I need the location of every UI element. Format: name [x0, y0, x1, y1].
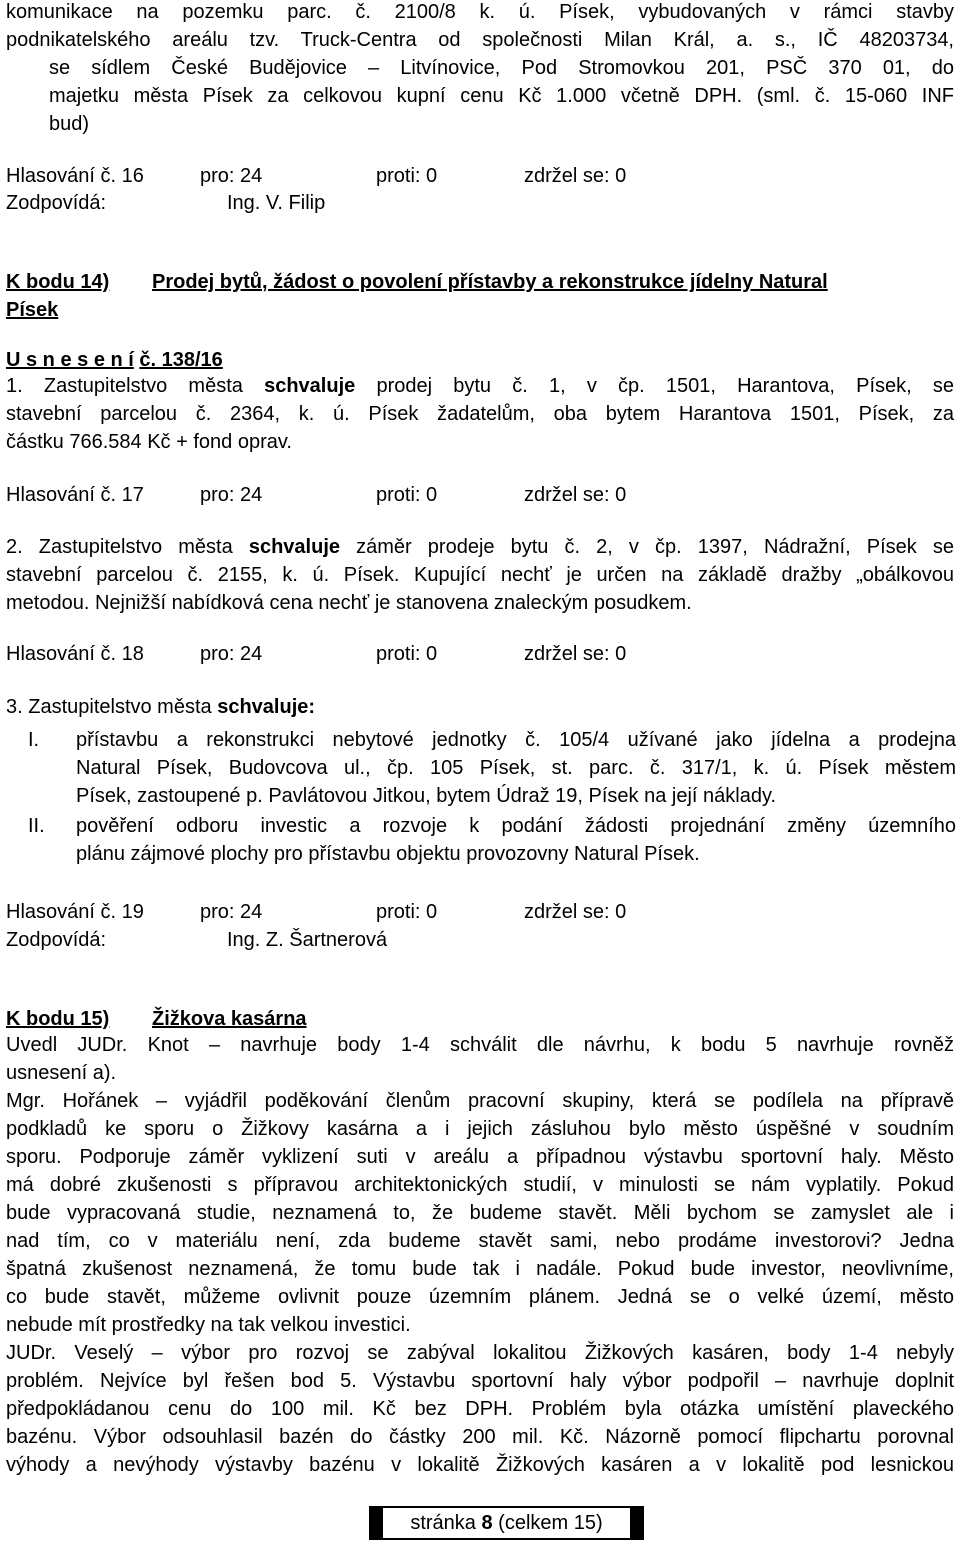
point-line: částku 766.584 Kč + fond oprav.: [6, 431, 292, 453]
intro-line: majetku města Písek za celkovou kupní cenu Kč 1.000 včetně DPH. (sml. č. 15-060 INF: [49, 85, 954, 107]
discussion-body: [6, 1031, 954, 1479]
body-line: usnesení a).: [6, 1062, 117, 1084]
point-line: stavební parcelou č. 2364, k. ú. Písek žadatelům, oba bytem Harantova 1501, Písek, za: [6, 403, 954, 425]
body-line: výhody a nevýhody výstavby bazénu v lokalitě Žižkových kasáren a v lokalitě pod lesnickou: [6, 1454, 954, 1476]
point-line: [6, 372, 954, 400]
roman-number: I.: [28, 729, 40, 751]
vote-proti: proti: 0: [376, 484, 438, 506]
point-text: prodej bytu č. 1, v čp. 1501, Harantova, Písek, se: [376, 375, 954, 397]
item-title-continued: Písek: [6, 299, 59, 321]
body-line: bude vypracovaná studie, neznamená to, že budeme stavět. Měli bychom se zamyslet ale i: [6, 1202, 954, 1224]
body-line: JUDr. Veselý – výbor pro rozvoj se zabýval lokalitou Žižkových kasáren, body 1-4 nebyly: [6, 1342, 954, 1364]
vote-record-19: [6, 898, 706, 926]
body-line: co bude stavět, můžeme ovlivnit pouze územním plánem. Jedná se o velké území, město: [6, 1286, 954, 1308]
point-line: stavební parcelou č. 2155, k. ú. Písek. Kupující nechť je určen na základě dražby „obálkovou: [6, 564, 954, 586]
vote-pro: pro: 24: [200, 484, 263, 506]
body-line: problém. Nejvíce byl řešen bod 5. Výstavbu sportovní haly výbor podpořil – navrhuje doplnit: [6, 1370, 954, 1392]
vote-proti: proti: 0: [376, 165, 438, 187]
responsible-name: Ing. V. Filip: [227, 192, 326, 214]
point-verb: schvaluje:: [217, 696, 316, 718]
vote-proti: proti: 0: [376, 901, 438, 923]
vote-abstain: zdržel se: 0: [524, 165, 627, 187]
body-line: podkladů ke sporu o Žižkovy kasárna a i jejich zásluhou bylo město úspěšné v soudním: [6, 1118, 954, 1140]
point-line: metodou. Nejnižší nabídková cena nechť je stanovena znaleckým posudkem.: [6, 592, 692, 614]
intro-paragraph: [6, 0, 954, 138]
subitem-line: plánu zájmové plochy pro přístavbu objektu provozovny Natural Písek.: [76, 843, 700, 865]
point-prefix: 2. Zastupitelstvo města: [6, 536, 233, 558]
body-line: bazénu. Výbor odsouhlasil bazén do částky 200 mil. Kč. Názorně pomocí flipchartu porovnal: [6, 1426, 954, 1448]
intro-line: se sídlem České Budějovice – Litvínovice, Pod Stromovkou 201, PSČ 370 01, do: [49, 57, 954, 79]
intro-line: podnikatelského areálu tzv. Truck-Centra od společnosti Milan Král, a. s., IČ 48203734,: [6, 29, 954, 51]
point-verb: schvaluje: [248, 536, 341, 558]
vote-abstain: zdržel se: 0: [524, 901, 627, 923]
subitem-line: Natural Písek, Budovcova ul., čp. 105 Písek, st. parc. č. 317/1, k. ú. Písek městem: [76, 757, 956, 779]
footer-prefix: stránka: [410, 1512, 476, 1534]
vote-pro: pro: 24: [200, 901, 263, 923]
body-line: má dobré zkušenosti s přípravou architektonických studií, v minulosti se nám vyplatily. Pokud: [6, 1174, 954, 1196]
responsible-label: Zodpovídá:: [6, 929, 107, 951]
vote-abstain: zdržel se: 0: [524, 484, 627, 506]
responsible-1: [6, 189, 706, 217]
vote-record-17: [6, 481, 706, 509]
point-prefix: 1. Zastupitelstvo města: [6, 375, 243, 397]
vote-pro: pro: 24: [200, 643, 263, 665]
body-line: špatná zkušenost neznamená, že tomu bude tak i nadále. Pokud bude investor, neovlivníme,: [6, 1258, 954, 1280]
subitem-line: pověření odboru investic a rozvoje k podání žádosti projednání změny územního: [76, 815, 956, 837]
body-line: nebude mít prostředky na tak velkou investici.: [6, 1314, 411, 1336]
intro-line: bud): [49, 113, 90, 135]
point-prefix: 3. Zastupitelstvo města: [6, 696, 212, 718]
body-line: Uvedl JUDr. Knot – navrhuje body 1-4 schválit dle návrhu, k bodu 5 navrhuje rovněž: [6, 1034, 954, 1056]
vote-label: Hlasování č. 16: [6, 165, 144, 187]
intro-line: komunikace na pozemku parc. č. 2100/8 k. ú. Písek, vybudovaných v rámci stavby: [6, 1, 954, 23]
page-footer: [369, 1506, 644, 1540]
point-3-subitem-2: [28, 812, 954, 868]
body-line: sporu. Podporuje záměr vyklizení suti v areálu a případnou výstavbu sportovní haly. Město: [6, 1146, 954, 1168]
point-verb: schvaluje: [264, 375, 356, 397]
vote-label: Hlasování č. 17: [6, 484, 144, 506]
vote-label: Hlasování č. 19: [6, 901, 144, 923]
item-15-heading: [6, 1005, 954, 1033]
subitem-line: Písek, zastoupené p. Pavlátovou Jitkou, bytem Údraž 19, Písek na její náklady.: [76, 785, 777, 807]
body-line: předpokládanou cenu do 100 mil. Kč bez DPH. Problém byla otázka umístění plaveckého: [6, 1398, 954, 1420]
point-text: záměr prodeje bytu č. 2, v čp. 1397, Nádražní, Písek se: [356, 536, 954, 558]
resolution-label: U s n e s e n í: [6, 349, 134, 371]
vote-record-16: [6, 162, 706, 190]
body-line: Mgr. Hořánek – vyjádřil poděkování členům pracovní skupiny, která se podílela na přípravě: [6, 1090, 954, 1112]
item-14-heading: [6, 268, 954, 324]
responsible-2: [6, 926, 706, 954]
resolution-point-1: [6, 372, 954, 456]
point-line: [6, 533, 954, 561]
footer-total: (celkem 15): [498, 1512, 603, 1534]
item-number: K bodu 15): [6, 1008, 110, 1030]
responsible-label: Zodpovídá:: [6, 192, 107, 214]
item-number: K bodu 14): [6, 271, 110, 293]
point-3-subitem-1: [28, 726, 954, 810]
point-line: [6, 693, 954, 721]
body-line: nad tím, co v materiálu není, zda budeme stavět sami, nebo prodáme investorovi? Jedna: [6, 1230, 954, 1252]
footer-page-number: 8: [481, 1512, 493, 1534]
roman-number: II.: [28, 815, 45, 837]
subitem-line: přístavbu a rekonstrukci nebytové jednotky č. 105/4 užívané jako jídelna a prodejna: [76, 729, 956, 751]
resolution-point-2: [6, 533, 954, 617]
vote-abstain: zdržel se: 0: [524, 643, 627, 665]
vote-record-18: [6, 640, 706, 668]
item-title: Žižkova kasárna: [152, 1008, 307, 1030]
responsible-name: Ing. Z. Šartnerová: [227, 929, 388, 951]
vote-label: Hlasování č. 18: [6, 643, 144, 665]
vote-proti: proti: 0: [376, 643, 438, 665]
vote-pro: pro: 24: [200, 165, 263, 187]
resolution-heading: [6, 346, 954, 374]
resolution-point-3: [6, 693, 954, 721]
item-title: Prodej bytů, žádost o povolení přístavby a rekonstrukce jídelny Natural: [152, 271, 828, 293]
resolution-number: č. 138/16: [139, 349, 223, 371]
